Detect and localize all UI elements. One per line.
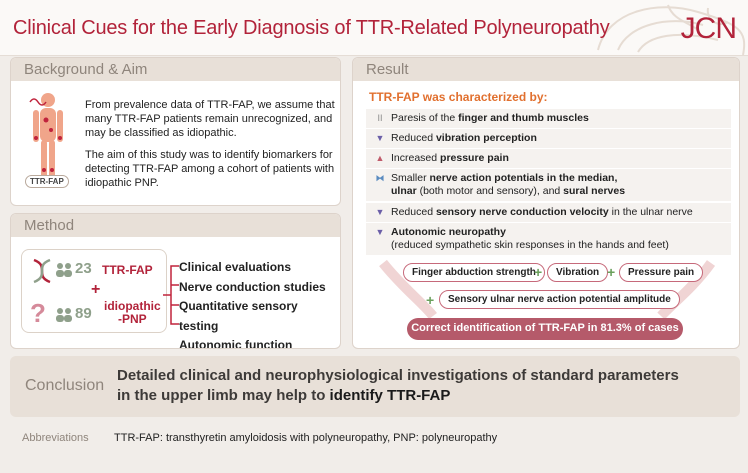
- finding-row: [366, 203, 731, 222]
- background-paragraph-1: From prevalence data of TTR-FAP, we assume that many TTR-FAP patients remain unrecognized, and may be classified as idiopathic.: [85, 99, 335, 139]
- conclusion-line2: [117, 386, 679, 406]
- finding-bold: finger and thumb muscles: [458, 112, 589, 124]
- compress-icon: ⧓: [375, 173, 385, 183]
- finding-row: [366, 129, 731, 148]
- down-triangle-icon: ▼: [375, 227, 385, 237]
- predictor-pill: Sensory ulnar nerve action potential amplitude: [439, 290, 680, 309]
- conclusion-panel: [10, 356, 740, 417]
- journal-logo: JCN: [680, 12, 736, 45]
- ttr-fap-group-label: TTR-FAP: [102, 263, 153, 277]
- method-heading: Method: [11, 214, 340, 237]
- header: [0, 0, 748, 56]
- page-title: Clinical Cues for the Early Diagnosis of TTR-Related Polyneuropathy: [13, 17, 610, 39]
- outcome-pill: Correct identification of TTR-FAP in 81.3% of cases: [407, 318, 683, 340]
- finding-bold: ulnar: [391, 185, 417, 197]
- pause-icon: II: [377, 113, 383, 123]
- finding-row: [366, 169, 731, 201]
- conclusion-line1: Detailed clinical and neurophysiological investigations of standard parameters: [117, 367, 679, 384]
- predictor-pill: Finger abduction strength: [403, 263, 545, 282]
- finding-bold: vibration perception: [435, 132, 537, 144]
- background-text: [85, 98, 335, 198]
- bracket-connector: [159, 260, 179, 330]
- predictor-pill: Pressure pain: [619, 263, 703, 282]
- finding-bold: Autonomic neuropathy: [391, 226, 506, 238]
- abbreviations-text: TTR-FAP: transthyretin amyloidosis with polyneuropathy, PNP: polyneuropathy: [114, 432, 498, 444]
- finding-text: Smaller: [391, 172, 430, 184]
- method-item: Clinical evaluations: [179, 260, 292, 274]
- conclusion-label: Conclusion: [25, 377, 105, 394]
- plus-sign: +: [607, 264, 616, 280]
- finding-text: (reduced sympathetic skin responses in the hands and feet): [391, 239, 669, 251]
- plus-sign: +: [534, 264, 543, 280]
- method-panel: [10, 213, 341, 349]
- result-heading: Result: [353, 58, 739, 81]
- finding-bold: nerve action potentials in the median,: [429, 172, 618, 184]
- down-triangle-icon: ▼: [375, 207, 385, 217]
- idiopathic-label-line2: -PNP: [118, 312, 147, 326]
- finding-text: Paresis of the: [391, 112, 459, 124]
- ttr-fap-figure-label: TTR-FAP: [25, 175, 69, 188]
- finding-bold: sural nerves: [563, 185, 626, 197]
- question-mark-icon: ?: [30, 298, 46, 328]
- method-item: Autonomic function: [179, 338, 293, 349]
- finding-text: in the ulnar nerve: [608, 206, 693, 218]
- up-triangle-icon: ▲: [375, 153, 385, 163]
- finding-bold: pressure pain: [440, 152, 509, 164]
- background-heading: Background & Aim: [11, 58, 340, 81]
- finding-text: Reduced: [391, 206, 436, 218]
- plus-sign: +: [426, 292, 435, 308]
- finding-row: [366, 223, 731, 255]
- abbreviations-label: Abbreviations: [22, 432, 89, 444]
- method-item: Nerve conduction studies: [179, 279, 326, 294]
- idiopathic-group-label: [104, 300, 161, 326]
- result-subtitle: TTR-FAP was characterized by:: [369, 90, 548, 104]
- conclusion-emphasis: identify TTR-FAP: [329, 387, 451, 404]
- method-list: [179, 258, 340, 349]
- background-paragraph-2: The aim of this study was to identify biomarkers for detecting TTR-FAP among a cohort of patients with idiopathic PNP.: [85, 149, 335, 189]
- finding-text: (both motor and sensory), and: [416, 185, 564, 197]
- dna-icon: [30, 258, 54, 284]
- result-panel: [352, 57, 740, 349]
- people-group-icon: [55, 262, 73, 278]
- finding-row: [366, 109, 731, 128]
- background-panel: [10, 57, 341, 206]
- finding-text: Reduced: [391, 132, 436, 144]
- method-item: Quantitative sensory testing: [179, 299, 298, 333]
- people-group-icon-2: [55, 307, 73, 323]
- finding-row: [366, 149, 731, 168]
- plus-sign: +: [91, 281, 101, 298]
- finding-bold: sensory nerve conduction velocity: [435, 206, 609, 218]
- patient-groups: [21, 249, 167, 333]
- conclusion-text: [117, 366, 679, 406]
- finding-text: Increased: [391, 152, 441, 164]
- down-triangle-icon: ▼: [375, 133, 385, 143]
- idiopathic-count: 89: [75, 305, 92, 322]
- predictor-pill: Vibration: [547, 263, 608, 282]
- idiopathic-label-line1: idiopathic: [104, 299, 161, 313]
- ttr-fap-count: 23: [75, 260, 92, 277]
- conclusion-line2-text: in the upper limb may help to: [117, 387, 330, 404]
